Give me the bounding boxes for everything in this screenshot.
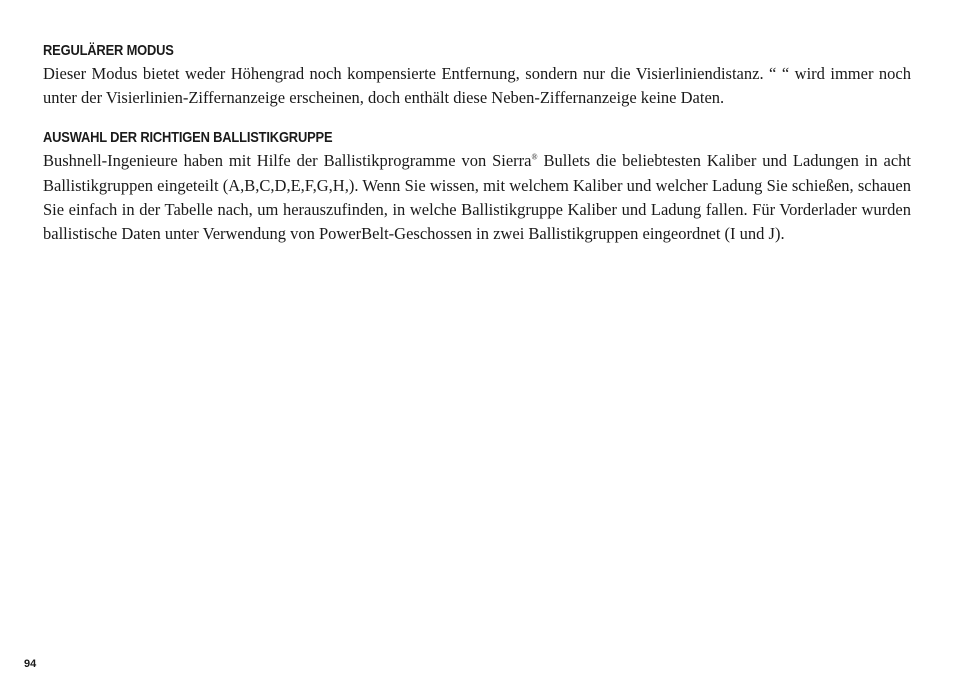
section-body-ballistic-group	[43, 149, 911, 246]
body-text-part-1: Bushnell-Ingenieure haben mit Hilfe der Ballistikprogramme von Sierra	[43, 151, 532, 171]
section-body-regular-mode: Dieser Modus bietet weder Höhengrad noch kompensierte Entfernung, sondern nur die Visierliniendistanz. “ “ wird immer noch unter der Visierlinien-Ziffernanzeige erscheinen, doch enthält diese Neben-Ziffernanzeige keine Daten.	[43, 64, 911, 108]
section-regular-mode	[43, 40, 911, 110]
body-text-part-2: Bullets die beliebtesten Kaliber und Ladungen in acht Ballistikgruppen eingeteilt (A,B,C,D,E,F,G,H,). Wenn Sie wissen, mit welchem Kaliber und welcher Ladung Sie schießen, schauen Sie einfach in der Tabelle nach, um herauszufinden, in welche Ballistikgruppe Kaliber und Ladung fallen. Für Vorderlader wurden ballistische Daten unter Verwendung von PowerBelt-Geschossen in zwei Ballistikgruppen eingeordnet (I und J).	[43, 151, 911, 244]
section-heading-regular-mode: REGULÄRER MODUS	[43, 42, 174, 59]
page-number: 94	[24, 658, 37, 670]
registered-mark: ®	[531, 152, 538, 162]
document-page	[43, 40, 911, 263]
section-ballistic-group	[43, 127, 911, 246]
section-heading-ballistic-group: AUSWAHL DER RICHTIGEN BALLISTIKGRUPPE	[43, 129, 333, 147]
